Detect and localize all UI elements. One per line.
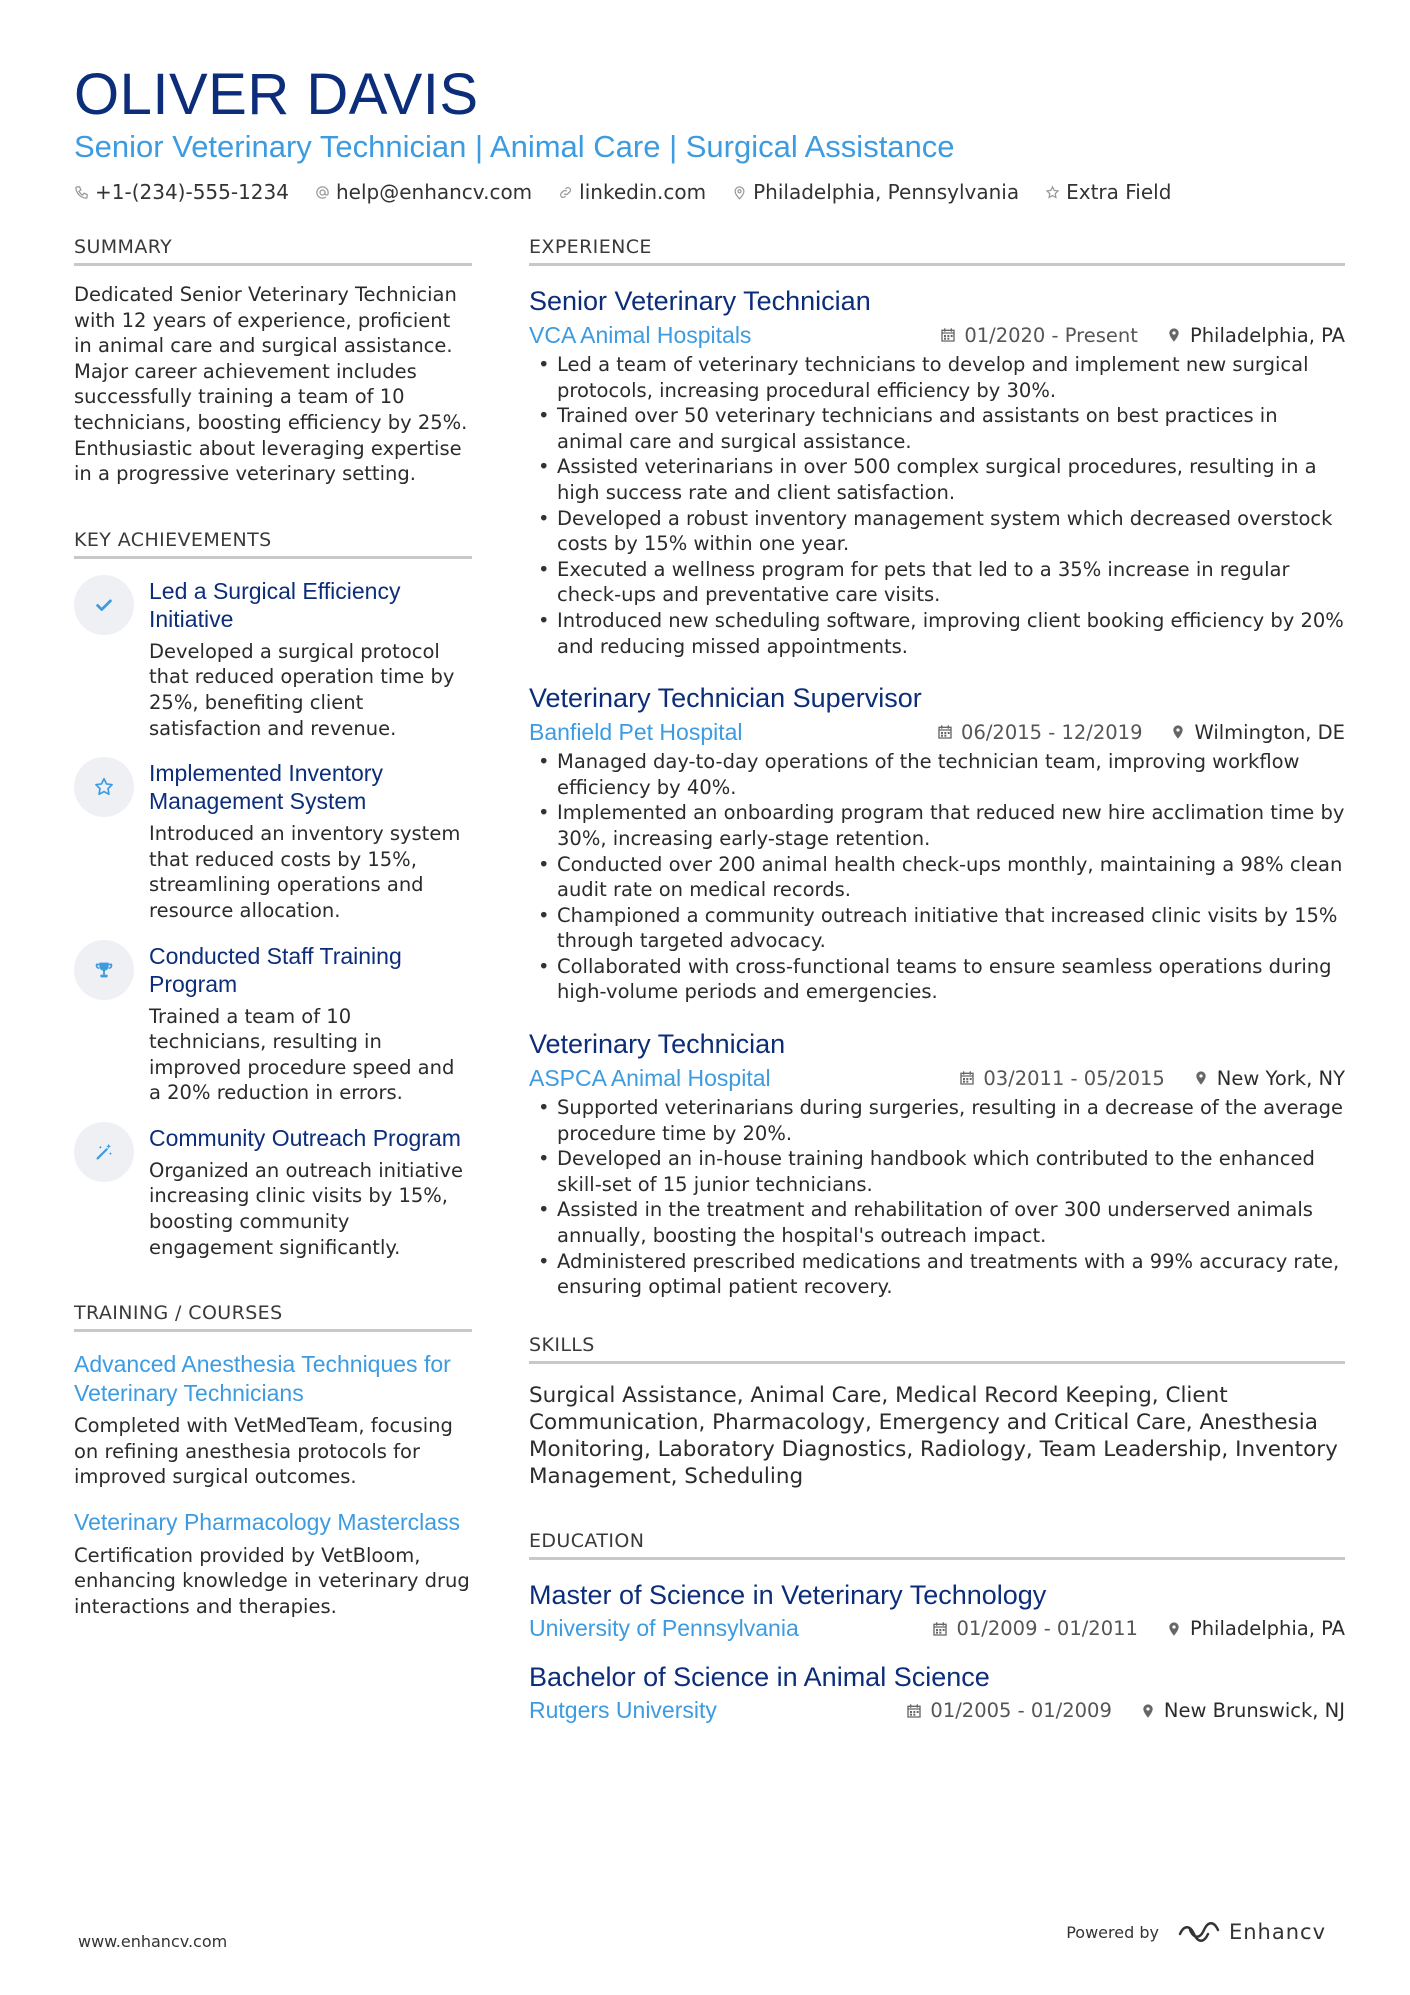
- job-title: Veterinary Technician: [529, 1029, 786, 1060]
- location-text: Philadelphia, Pennsylvania: [753, 180, 1020, 204]
- trophy-icon: [74, 940, 134, 1000]
- course-item: [74, 1508, 472, 1619]
- job-bullets: [529, 352, 1345, 659]
- achievement-title: Community Outreach Program: [149, 1124, 461, 1151]
- bullet: • Implemented an onboarding program that reduced new hire acclimation time by 30%, increasing early-stage retention.: [529, 800, 1345, 851]
- job-bullets: [529, 1095, 1345, 1300]
- bullet: • Managed day-to-day operations of the technician team, improving workflow efficiency by 40%.: [529, 749, 1345, 800]
- course-desc: Completed with VetMedTeam, focusing on refining anesthesia protocols for improved surgical outcomes.: [74, 1414, 453, 1489]
- achievement-desc: Introduced an inventory system that reduced costs by 15%, streamlining operations and resource allocation.: [149, 822, 461, 922]
- calendar-icon: [959, 1070, 975, 1086]
- bullet: • Led a team of veterinary technicians to develop and implement new surgical protocols, increasing procedural efficiency by 30%.: [529, 352, 1345, 403]
- achievement-item: [74, 1124, 472, 1260]
- right-column: [529, 236, 1345, 1726]
- enhancv-logo-icon: [1177, 1920, 1221, 1944]
- school-name: University of Pennsylvania: [529, 1615, 799, 1642]
- job-title: Veterinary Technician Supervisor: [529, 683, 922, 714]
- candidate-headline: Senior Veterinary Technician | Animal Care | Surgical Assistance: [74, 129, 955, 164]
- calendar-icon: [937, 724, 953, 740]
- candidate-name: OLIVER DAVIS: [74, 62, 479, 127]
- powered-by-label: Powered by: [1066, 1922, 1159, 1942]
- magic-wand-icon: [74, 1122, 134, 1182]
- job-title: Senior Veterinary Technician: [529, 286, 871, 316]
- link-icon: [558, 185, 573, 200]
- email-text: help@enhancv.com: [335, 180, 533, 204]
- education-entry: [529, 1578, 1345, 1644]
- bullet: • Conducted over 200 animal health check-ups monthly, maintaining a 98% clean audit rate on medical records.: [529, 852, 1345, 903]
- education-dates: 01/2009 - 01/2011: [956, 1617, 1138, 1641]
- skills-section: [529, 1334, 1345, 1490]
- contact-phone[interactable]: [74, 180, 289, 204]
- course-item: [74, 1350, 472, 1490]
- summary-text: Dedicated Senior Veterinary Technician with 12 years of experience, proficient in animal care and surgical assistance. Major career achievement includes successfully training a team of 10 technicians, boosting efficiency by 25%. Enthusiastic about leveraging expertise in a progressive veterinary setting.: [74, 283, 468, 486]
- resume-header: [74, 62, 1344, 204]
- at-icon: [315, 185, 330, 200]
- company-name: Banfield Pet Hospital: [529, 718, 743, 745]
- achievements-section: [74, 529, 472, 1261]
- linkedin-text: linkedin.com: [579, 180, 707, 204]
- location-pin-icon: [732, 185, 747, 200]
- education-entry: [529, 1660, 1345, 1726]
- job-location: New York, NY: [1216, 1066, 1345, 1090]
- education-dates: 01/2005 - 01/2009: [930, 1699, 1112, 1723]
- bullet: • Introduced new scheduling software, improving client booking efficiency by 20% and reducing missed appointments.: [529, 608, 1345, 659]
- company-name: VCA Animal Hospitals: [529, 321, 752, 348]
- contact-linkedin[interactable]: [558, 180, 706, 204]
- company-name: ASPCA Animal Hospital: [529, 1064, 771, 1091]
- location-pin-icon: [1170, 724, 1186, 740]
- training-section: [74, 1302, 472, 1619]
- brand-name: Enhancv: [1228, 1920, 1326, 1944]
- job-dates: 01/2020 - Present: [964, 323, 1138, 347]
- calendar-icon: [906, 1703, 922, 1719]
- job-bullets: [529, 749, 1345, 1005]
- achievement-desc: Organized an outreach initiative increasing clinic visits by 15%, boosting community engagement significantly.: [149, 1158, 463, 1259]
- extra-text: Extra Field: [1066, 180, 1172, 204]
- calendar-icon: [932, 1621, 948, 1637]
- bullet: • Assisted in the treatment and rehabilitation of over 300 underserved animals annually, boosting the hospital's outreach impact.: [529, 1197, 1345, 1248]
- contact-location: [732, 180, 1019, 204]
- check-icon: [74, 575, 134, 635]
- job-dates: 03/2011 - 05/2015: [983, 1066, 1165, 1090]
- achievement-item: [74, 759, 472, 923]
- footer-website-link[interactable]: www.enhancv.com: [78, 1932, 228, 1951]
- bullet: • Championed a community outreach initiative that increased clinic visits by 15% through targeted advocacy.: [529, 903, 1345, 954]
- achievement-desc: Developed a surgical protocol that reduced operation time by 25%, benefiting client satisfaction and revenue.: [149, 639, 455, 740]
- achievement-item: [74, 942, 472, 1106]
- course-title: Advanced Anesthesia Techniques for Veterinary Technicians: [74, 1351, 451, 1406]
- achievements-heading: KEY ACHIEVEMENTS: [74, 529, 472, 559]
- experience-heading: EXPERIENCE: [529, 236, 1345, 266]
- course-title: Veterinary Pharmacology Masterclass: [74, 1509, 461, 1536]
- bullet: • Trained over 50 veterinary technicians and assistants on best practices in animal care and surgical assistance.: [529, 403, 1345, 454]
- achievement-desc: Trained a team of 10 technicians, resulting in improved procedure speed and a 20% reduction in errors.: [149, 1004, 455, 1105]
- job-location: Wilmington, DE: [1194, 720, 1345, 744]
- bullet: • Developed a robust inventory management system which decreased overstock costs by 15% within one year.: [529, 506, 1345, 557]
- bullet: • Collaborated with cross-functional teams to ensure seamless operations during high-volume periods and emergencies.: [529, 954, 1345, 1005]
- bullet: • Administered prescribed medications and treatments with a 99% accuracy rate, ensuring optimal patient recovery.: [529, 1249, 1345, 1300]
- education-location: New Brunswick, NJ: [1163, 1699, 1345, 1723]
- star-outline-icon: [1045, 185, 1060, 200]
- phone-icon: [74, 185, 89, 200]
- left-column: [74, 236, 472, 1619]
- achievement-title: Implemented Inventory Management System: [149, 760, 383, 815]
- contact-email[interactable]: [315, 180, 532, 204]
- footer-branding: [1066, 1920, 1326, 1944]
- degree-title: Bachelor of Science in Animal Science: [529, 1661, 990, 1692]
- skills-text: Surgical Assistance, Animal Care, Medical Record Keeping, Client Communication, Pharmacology, Emergency and Critical Care, Anesthesia Monitoring, Laboratory Diagnostics, Radiology, Team Leadership, Inventory Management, Scheduling: [529, 1382, 1338, 1489]
- location-pin-icon: [1166, 327, 1182, 343]
- brand-logo[interactable]: [1177, 1920, 1326, 1944]
- job-dates: 06/2015 - 12/2019: [961, 720, 1143, 744]
- education-heading: EDUCATION: [529, 1530, 1345, 1560]
- achievement-title: Led a Surgical Efficiency Initiative: [149, 577, 401, 632]
- experience-section: [529, 236, 1345, 1300]
- job-entry: [529, 1027, 1345, 1300]
- contact-bar: [74, 180, 1344, 204]
- contact-extra: [1045, 180, 1171, 204]
- course-desc: Certification provided by VetBloom, enhancing knowledge in veterinary drug interactions and therapies.: [74, 1543, 470, 1618]
- achievement-item: [74, 577, 472, 741]
- skills-heading: SKILLS: [529, 1334, 1345, 1364]
- star-icon: [74, 757, 134, 817]
- degree-title: Master of Science in Veterinary Technology: [529, 1579, 1047, 1610]
- job-entry: [529, 681, 1345, 1005]
- location-pin-icon: [1166, 1621, 1182, 1637]
- summary-section: [74, 236, 472, 487]
- school-name: Rutgers University: [529, 1697, 717, 1724]
- phone-text: +1-(234)-555-1234: [95, 180, 289, 204]
- achievement-title: Conducted Staff Training Program: [149, 942, 402, 997]
- job-entry: [529, 284, 1345, 659]
- education-section: [529, 1530, 1345, 1726]
- training-heading: TRAINING / COURSES: [74, 1302, 472, 1332]
- location-pin-icon: [1140, 1703, 1156, 1719]
- bullet: • Developed an in-house training handbook which contributed to the enhanced skill-set of 15 junior technicians.: [529, 1146, 1345, 1197]
- education-location: Philadelphia, PA: [1189, 1617, 1345, 1641]
- calendar-icon: [940, 327, 956, 343]
- summary-heading: SUMMARY: [74, 236, 472, 266]
- bullet: • Executed a wellness program for pets that led to a 35% increase in regular check-ups and preventative care visits.: [529, 557, 1345, 608]
- bullet: • Supported veterinarians during surgeries, resulting in a decrease of the average procedure time by 20%.: [529, 1095, 1345, 1146]
- location-pin-icon: [1193, 1070, 1209, 1086]
- job-location: Philadelphia, PA: [1189, 323, 1345, 347]
- bullet: • Assisted veterinarians in over 500 complex surgical procedures, resulting in a high success rate and client satisfaction.: [529, 454, 1345, 505]
